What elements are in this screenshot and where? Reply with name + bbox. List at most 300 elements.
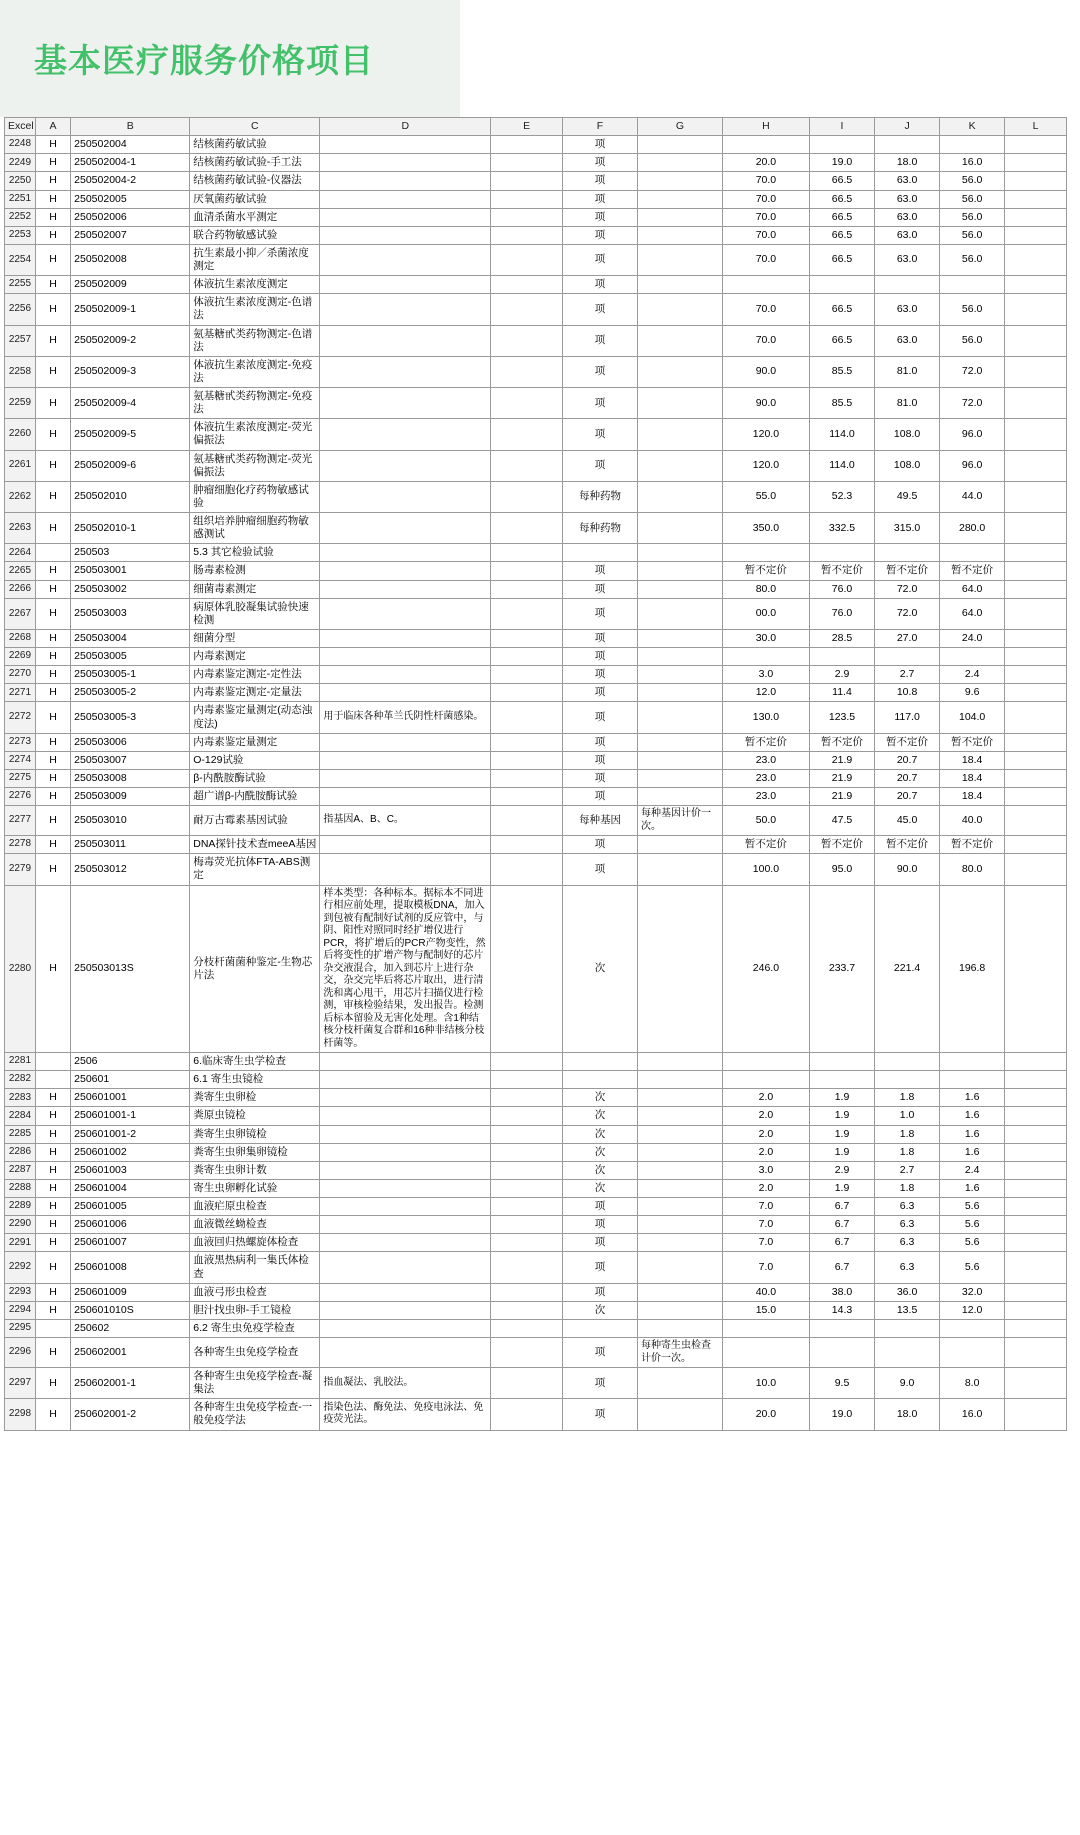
cell-c-name[interactable]: 结核菌药敏试验	[190, 136, 320, 154]
cell-i-price[interactable]	[809, 1319, 874, 1337]
cell-g-note[interactable]	[637, 172, 722, 190]
cell-b-code[interactable]: 250601003	[71, 1161, 190, 1179]
cell-l[interactable]	[1005, 733, 1067, 751]
cell-b-code[interactable]: 250502008	[71, 244, 190, 275]
cell-g-note[interactable]	[637, 1089, 722, 1107]
cell-e[interactable]	[491, 1252, 563, 1283]
cell-a[interactable]: H	[35, 481, 70, 512]
cell-f-unit[interactable]	[562, 1053, 637, 1071]
cell-g-note[interactable]	[637, 1053, 722, 1071]
cell-f-unit[interactable]: 项	[562, 208, 637, 226]
row-number[interactable]: 2288	[5, 1179, 36, 1197]
cell-k-price[interactable]	[940, 276, 1005, 294]
table-row[interactable]	[5, 1399, 1067, 1430]
cell-k-price[interactable]: 44.0	[940, 481, 1005, 512]
cell-j-price[interactable]: 63.0	[875, 172, 940, 190]
cell-f-unit[interactable]: 项	[562, 1252, 637, 1283]
cell-b-code[interactable]: 250601001-1	[71, 1107, 190, 1125]
table-row[interactable]	[5, 1338, 1067, 1368]
cell-d-desc[interactable]	[320, 854, 491, 885]
cell-j-price[interactable]: 108.0	[875, 450, 940, 481]
cell-f-unit[interactable]: 项	[562, 190, 637, 208]
cell-f-unit[interactable]: 次	[562, 1125, 637, 1143]
cell-k-price[interactable]: 56.0	[940, 208, 1005, 226]
cell-h-price[interactable]: 50.0	[722, 806, 809, 836]
cell-a[interactable]: H	[35, 1399, 70, 1430]
cell-h-price[interactable]: 23.0	[722, 769, 809, 787]
cell-d-desc[interactable]: 指基因A、B、C。	[320, 806, 491, 836]
cell-l[interactable]	[1005, 544, 1067, 562]
cell-k-price[interactable]: 5.6	[940, 1198, 1005, 1216]
cell-j-price[interactable]: 1.8	[875, 1143, 940, 1161]
cell-e[interactable]	[491, 1234, 563, 1252]
cell-c-name[interactable]: 细菌分型	[190, 629, 320, 647]
cell-j-price[interactable]: 13.5	[875, 1301, 940, 1319]
table-row[interactable]	[5, 1198, 1067, 1216]
cell-k-price[interactable]: 64.0	[940, 598, 1005, 629]
table-row[interactable]	[5, 1143, 1067, 1161]
cell-b-code[interactable]: 250601001	[71, 1089, 190, 1107]
cell-k-price[interactable]: 5.6	[940, 1216, 1005, 1234]
cell-d-desc[interactable]	[320, 629, 491, 647]
cell-j-price[interactable]: 1.8	[875, 1179, 940, 1197]
cell-k-price[interactable]	[940, 136, 1005, 154]
cell-d-desc[interactable]	[320, 419, 491, 450]
table-row[interactable]	[5, 450, 1067, 481]
cell-k-price[interactable]	[940, 1071, 1005, 1089]
cell-j-price[interactable]: 63.0	[875, 226, 940, 244]
cell-f-unit[interactable]: 项	[562, 172, 637, 190]
cell-g-note[interactable]	[637, 854, 722, 885]
cell-b-code[interactable]: 250502006	[71, 208, 190, 226]
cell-k-price[interactable]: 32.0	[940, 1283, 1005, 1301]
cell-b-code[interactable]: 250601010S	[71, 1301, 190, 1319]
cell-c-name[interactable]: 组织培养肿瘤细胞药物敏感测试	[190, 513, 320, 544]
cell-h-price[interactable]: 90.0	[722, 388, 809, 419]
cell-a[interactable]: H	[35, 684, 70, 702]
cell-j-price[interactable]: 2.7	[875, 1161, 940, 1179]
row-number[interactable]: 2272	[5, 702, 36, 733]
table-row[interactable]	[5, 294, 1067, 325]
cell-k-price[interactable]: 56.0	[940, 294, 1005, 325]
cell-d-desc[interactable]	[320, 788, 491, 806]
row-number[interactable]: 2266	[5, 580, 36, 598]
row-number[interactable]: 2258	[5, 356, 36, 387]
row-number[interactable]: 2274	[5, 751, 36, 769]
cell-e[interactable]	[491, 562, 563, 580]
cell-f-unit[interactable]: 项	[562, 1338, 637, 1368]
cell-c-name[interactable]: 超广谱β-内酰胺酶试验	[190, 788, 320, 806]
cell-j-price[interactable]: 72.0	[875, 598, 940, 629]
cell-g-note[interactable]	[637, 836, 722, 854]
cell-h-price[interactable]	[722, 136, 809, 154]
row-number[interactable]: 2251	[5, 190, 36, 208]
cell-e[interactable]	[491, 684, 563, 702]
cell-h-price[interactable]: 40.0	[722, 1283, 809, 1301]
row-number[interactable]: 2295	[5, 1319, 36, 1337]
cell-c-name[interactable]: 体液抗生素浓度测定-色谱法	[190, 294, 320, 325]
cell-a[interactable]: H	[35, 854, 70, 885]
cell-b-code[interactable]: 250502005	[71, 190, 190, 208]
cell-a[interactable]: H	[35, 172, 70, 190]
cell-a[interactable]: H	[35, 513, 70, 544]
cell-l[interactable]	[1005, 702, 1067, 733]
cell-a[interactable]: H	[35, 1283, 70, 1301]
cell-l[interactable]	[1005, 1252, 1067, 1283]
cell-h-price[interactable]: 10.0	[722, 1368, 809, 1399]
cell-h-price[interactable]: 70.0	[722, 226, 809, 244]
cell-j-price[interactable]: 72.0	[875, 580, 940, 598]
cell-g-note[interactable]	[637, 356, 722, 387]
cell-d-desc[interactable]	[320, 513, 491, 544]
cell-b-code[interactable]: 250503001	[71, 562, 190, 580]
row-number[interactable]: 2249	[5, 154, 36, 172]
cell-j-price[interactable]: 27.0	[875, 629, 940, 647]
cell-h-price[interactable]	[722, 276, 809, 294]
cell-c-name[interactable]: 内毒素鉴定量测定	[190, 733, 320, 751]
cell-i-price[interactable]: 21.9	[809, 751, 874, 769]
cell-k-price[interactable]: 暂不定价	[940, 562, 1005, 580]
cell-l[interactable]	[1005, 580, 1067, 598]
cell-g-note[interactable]	[637, 226, 722, 244]
cell-j-price[interactable]: 90.0	[875, 854, 940, 885]
cell-l[interactable]	[1005, 1368, 1067, 1399]
table-row[interactable]	[5, 598, 1067, 629]
cell-c-name[interactable]: 抗生素最小抑／杀菌浓度测定	[190, 244, 320, 275]
cell-e[interactable]	[491, 751, 563, 769]
row-number[interactable]: 2280	[5, 885, 36, 1053]
cell-e[interactable]	[491, 294, 563, 325]
cell-e[interactable]	[491, 419, 563, 450]
cell-h-price[interactable]: 23.0	[722, 788, 809, 806]
cell-d-desc[interactable]	[320, 481, 491, 512]
cell-f-unit[interactable]: 项	[562, 702, 637, 733]
column-header-d[interactable]: D	[320, 118, 491, 136]
cell-c-name[interactable]: 内毒素鉴定测定-定量法	[190, 684, 320, 702]
cell-g-note[interactable]: 每种基因计价一次。	[637, 806, 722, 836]
cell-e[interactable]	[491, 1071, 563, 1089]
cell-l[interactable]	[1005, 1283, 1067, 1301]
cell-j-price[interactable]: 81.0	[875, 388, 940, 419]
cell-g-note[interactable]	[637, 598, 722, 629]
cell-h-price[interactable]	[722, 544, 809, 562]
cell-h-price[interactable]: 20.0	[722, 1399, 809, 1430]
cell-e[interactable]	[491, 481, 563, 512]
row-number[interactable]: 2268	[5, 629, 36, 647]
cell-i-price[interactable]: 114.0	[809, 419, 874, 450]
column-header-excel[interactable]: Excel	[5, 118, 36, 136]
cell-e[interactable]	[491, 1089, 563, 1107]
cell-e[interactable]	[491, 136, 563, 154]
cell-d-desc[interactable]	[320, 190, 491, 208]
cell-a[interactable]: H	[35, 1234, 70, 1252]
cell-a[interactable]: H	[35, 1143, 70, 1161]
table-row[interactable]	[5, 1252, 1067, 1283]
cell-g-note[interactable]	[637, 1399, 722, 1430]
cell-b-code[interactable]: 250503009	[71, 788, 190, 806]
cell-i-price[interactable]: 1.9	[809, 1107, 874, 1125]
cell-f-unit[interactable]: 项	[562, 598, 637, 629]
cell-k-price[interactable]: 72.0	[940, 388, 1005, 419]
column-header-j[interactable]: J	[875, 118, 940, 136]
cell-i-price[interactable]	[809, 544, 874, 562]
cell-e[interactable]	[491, 226, 563, 244]
cell-l[interactable]	[1005, 388, 1067, 419]
cell-i-price[interactable]: 6.7	[809, 1216, 874, 1234]
cell-f-unit[interactable]: 项	[562, 562, 637, 580]
row-number[interactable]: 2250	[5, 172, 36, 190]
cell-f-unit[interactable]: 项	[562, 1198, 637, 1216]
cell-g-note[interactable]	[637, 1107, 722, 1125]
cell-d-desc[interactable]	[320, 1338, 491, 1368]
table-row[interactable]	[5, 172, 1067, 190]
cell-k-price[interactable]: 暂不定价	[940, 836, 1005, 854]
cell-f-unit[interactable]: 项	[562, 226, 637, 244]
cell-a[interactable]: H	[35, 1198, 70, 1216]
cell-k-price[interactable]: 9.6	[940, 684, 1005, 702]
row-number[interactable]: 2264	[5, 544, 36, 562]
cell-j-price[interactable]	[875, 1071, 940, 1089]
cell-g-note[interactable]	[637, 1252, 722, 1283]
cell-c-name[interactable]: 氨基糖甙类药物测定-免疫法	[190, 388, 320, 419]
cell-a[interactable]: H	[35, 598, 70, 629]
row-number[interactable]: 2286	[5, 1143, 36, 1161]
table-row[interactable]	[5, 1125, 1067, 1143]
cell-a[interactable]: H	[35, 294, 70, 325]
cell-a[interactable]: H	[35, 562, 70, 580]
cell-c-name[interactable]: 内毒素鉴定测定-定性法	[190, 666, 320, 684]
cell-c-name[interactable]: DNA探针技术查meeA基因	[190, 836, 320, 854]
cell-g-note[interactable]	[637, 1368, 722, 1399]
cell-j-price[interactable]: 2.7	[875, 666, 940, 684]
cell-d-desc[interactable]	[320, 1179, 491, 1197]
cell-j-price[interactable]	[875, 1338, 940, 1368]
column-header-e[interactable]: E	[491, 118, 563, 136]
cell-l[interactable]	[1005, 666, 1067, 684]
cell-f-unit[interactable]: 项	[562, 580, 637, 598]
cell-e[interactable]	[491, 1053, 563, 1071]
cell-a[interactable]: H	[35, 836, 70, 854]
cell-c-name[interactable]: 厌氧菌药敏试验	[190, 190, 320, 208]
cell-c-name[interactable]: 寄生虫卵孵化试验	[190, 1179, 320, 1197]
table-row[interactable]	[5, 208, 1067, 226]
cell-a[interactable]: H	[35, 1161, 70, 1179]
cell-l[interactable]	[1005, 788, 1067, 806]
cell-h-price[interactable]: 7.0	[722, 1252, 809, 1283]
cell-k-price[interactable]	[940, 648, 1005, 666]
cell-f-unit[interactable]: 项	[562, 154, 637, 172]
cell-b-code[interactable]: 250503005	[71, 648, 190, 666]
cell-j-price[interactable]: 117.0	[875, 702, 940, 733]
cell-d-desc[interactable]	[320, 836, 491, 854]
cell-f-unit[interactable]: 项	[562, 294, 637, 325]
cell-g-note[interactable]	[637, 244, 722, 275]
cell-g-note[interactable]	[637, 154, 722, 172]
cell-k-price[interactable]: 2.4	[940, 1161, 1005, 1179]
cell-d-desc[interactable]	[320, 1283, 491, 1301]
cell-d-desc[interactable]	[320, 1107, 491, 1125]
cell-i-price[interactable]	[809, 136, 874, 154]
cell-j-price[interactable]: 108.0	[875, 419, 940, 450]
cell-d-desc[interactable]	[320, 648, 491, 666]
column-header-g[interactable]: G	[637, 118, 722, 136]
cell-j-price[interactable]: 315.0	[875, 513, 940, 544]
cell-g-note[interactable]	[637, 1283, 722, 1301]
table-row[interactable]	[5, 1053, 1067, 1071]
cell-f-unit[interactable]: 项	[562, 1368, 637, 1399]
cell-k-price[interactable]: 2.4	[940, 666, 1005, 684]
cell-i-price[interactable]: 66.5	[809, 208, 874, 226]
cell-e[interactable]	[491, 356, 563, 387]
cell-h-price[interactable]: 2.0	[722, 1143, 809, 1161]
cell-d-desc[interactable]	[320, 733, 491, 751]
cell-g-note[interactable]	[637, 136, 722, 154]
cell-k-price[interactable]: 56.0	[940, 244, 1005, 275]
cell-l[interactable]	[1005, 1338, 1067, 1368]
table-row[interactable]	[5, 544, 1067, 562]
cell-a[interactable]: H	[35, 244, 70, 275]
cell-c-name[interactable]: 体液抗生素浓度测定-荧光偏振法	[190, 419, 320, 450]
row-number[interactable]: 2279	[5, 854, 36, 885]
cell-g-note[interactable]	[637, 1125, 722, 1143]
cell-a[interactable]: H	[35, 208, 70, 226]
cell-k-price[interactable]: 56.0	[940, 325, 1005, 356]
cell-g-note[interactable]	[637, 788, 722, 806]
cell-c-name[interactable]: 胆汁找虫卵-手工镜检	[190, 1301, 320, 1319]
cell-f-unit[interactable]: 项	[562, 648, 637, 666]
row-number[interactable]: 2257	[5, 325, 36, 356]
column-header-f[interactable]: F	[562, 118, 637, 136]
cell-d-desc[interactable]	[320, 154, 491, 172]
cell-h-price[interactable]: 70.0	[722, 208, 809, 226]
cell-c-name[interactable]: 血液黑热病利一集氏体检查	[190, 1252, 320, 1283]
cell-f-unit[interactable]: 项	[562, 1399, 637, 1430]
cell-i-price[interactable]: 38.0	[809, 1283, 874, 1301]
table-row[interactable]	[5, 136, 1067, 154]
cell-i-price[interactable]: 66.5	[809, 172, 874, 190]
row-number[interactable]: 2265	[5, 562, 36, 580]
cell-c-name[interactable]: 粪原虫镜检	[190, 1107, 320, 1125]
table-row[interactable]	[5, 562, 1067, 580]
cell-i-price[interactable]: 76.0	[809, 580, 874, 598]
cell-h-price[interactable]: 70.0	[722, 244, 809, 275]
row-number[interactable]: 2276	[5, 788, 36, 806]
cell-k-price[interactable]: 12.0	[940, 1301, 1005, 1319]
cell-f-unit[interactable]	[562, 1319, 637, 1337]
cell-g-note[interactable]	[637, 562, 722, 580]
cell-k-price[interactable]: 96.0	[940, 419, 1005, 450]
cell-d-desc[interactable]	[320, 1216, 491, 1234]
cell-j-price[interactable]: 1.8	[875, 1089, 940, 1107]
row-number[interactable]: 2287	[5, 1161, 36, 1179]
cell-a[interactable]: H	[35, 356, 70, 387]
cell-j-price[interactable]: 10.8	[875, 684, 940, 702]
cell-i-price[interactable]	[809, 276, 874, 294]
cell-g-note[interactable]	[637, 419, 722, 450]
cell-j-price[interactable]	[875, 1319, 940, 1337]
cell-b-code[interactable]: 250503005-3	[71, 702, 190, 733]
cell-c-name[interactable]: O-129试验	[190, 751, 320, 769]
cell-g-note[interactable]	[637, 751, 722, 769]
row-number[interactable]: 2289	[5, 1198, 36, 1216]
cell-j-price[interactable]: 63.0	[875, 294, 940, 325]
cell-d-desc[interactable]	[320, 1301, 491, 1319]
cell-c-name[interactable]: 体液抗生素浓度测定-免疫法	[190, 356, 320, 387]
cell-g-note[interactable]	[637, 885, 722, 1053]
cell-i-price[interactable]: 233.7	[809, 885, 874, 1053]
cell-c-name[interactable]: 结核菌药敏试验-手工法	[190, 154, 320, 172]
cell-i-price[interactable]: 66.5	[809, 226, 874, 244]
cell-f-unit[interactable]	[562, 1071, 637, 1089]
cell-c-name[interactable]: 肠毒素检测	[190, 562, 320, 580]
cell-d-desc[interactable]	[320, 684, 491, 702]
cell-j-price[interactable]: 暂不定价	[875, 733, 940, 751]
cell-h-price[interactable]: 2.0	[722, 1089, 809, 1107]
cell-l[interactable]	[1005, 1071, 1067, 1089]
cell-k-price[interactable]: 56.0	[940, 190, 1005, 208]
cell-h-price[interactable]: 70.0	[722, 190, 809, 208]
cell-c-name[interactable]: 内毒素测定	[190, 648, 320, 666]
cell-a[interactable]: H	[35, 648, 70, 666]
cell-c-name[interactable]: 粪寄生虫卵计数	[190, 1161, 320, 1179]
cell-a[interactable]: H	[35, 325, 70, 356]
cell-k-price[interactable]	[940, 544, 1005, 562]
cell-d-desc[interactable]: 用于临床各种革兰氏阴性杆菌感染。	[320, 702, 491, 733]
cell-l[interactable]	[1005, 276, 1067, 294]
cell-h-price[interactable]	[722, 1053, 809, 1071]
cell-i-price[interactable]: 2.9	[809, 666, 874, 684]
cell-l[interactable]	[1005, 1143, 1067, 1161]
cell-c-name[interactable]: 肿瘤细胞化疗药物敏感试验	[190, 481, 320, 512]
cell-h-price[interactable]	[722, 1071, 809, 1089]
cell-d-desc[interactable]: 样本类型：各种标本。据标本不同进行相应前处理，提取模板DNA，加入到包被有配制好试剂的反应管中，与阴、阳性对照同时经扩增仪进行PCR，将扩增后的PCR产物变性，然后将变性的扩增产物与配制好的芯片杂交液混合，加入到芯片上进行杂交，杂交完毕后将芯片取出，进行清洗和离心甩干，用芯片扫描仪进行检测，审核检验结果，发出报告。检测后标本留验及无害化处理。含1种结核分枝杆菌复合群和16种非结核分枝杆菌等。	[320, 885, 491, 1053]
row-number[interactable]: 2293	[5, 1283, 36, 1301]
cell-e[interactable]	[491, 1107, 563, 1125]
cell-j-price[interactable]: 6.3	[875, 1252, 940, 1283]
cell-a[interactable]: H	[35, 419, 70, 450]
cell-l[interactable]	[1005, 1234, 1067, 1252]
table-row[interactable]	[5, 648, 1067, 666]
cell-h-price[interactable]: 70.0	[722, 325, 809, 356]
cell-g-note[interactable]	[637, 325, 722, 356]
table-row[interactable]	[5, 325, 1067, 356]
cell-a[interactable]: H	[35, 1252, 70, 1283]
table-row[interactable]	[5, 629, 1067, 647]
cell-k-price[interactable]: 1.6	[940, 1143, 1005, 1161]
cell-i-price[interactable]: 暂不定价	[809, 836, 874, 854]
cell-i-price[interactable]: 19.0	[809, 154, 874, 172]
cell-i-price[interactable]: 76.0	[809, 598, 874, 629]
cell-f-unit[interactable]: 项	[562, 244, 637, 275]
cell-a[interactable]: H	[35, 1179, 70, 1197]
cell-h-price[interactable]: 70.0	[722, 172, 809, 190]
cell-h-price[interactable]: 55.0	[722, 481, 809, 512]
cell-d-desc[interactable]: 指血凝法、乳胶法。	[320, 1368, 491, 1399]
cell-d-desc[interactable]	[320, 1071, 491, 1089]
cell-j-price[interactable]: 63.0	[875, 208, 940, 226]
cell-c-name[interactable]: 血液疟原虫检查	[190, 1198, 320, 1216]
cell-c-name[interactable]: 病原体乳胶凝集试验快速检测	[190, 598, 320, 629]
cell-i-price[interactable]: 85.5	[809, 356, 874, 387]
row-number[interactable]: 2270	[5, 666, 36, 684]
cell-l[interactable]	[1005, 136, 1067, 154]
row-number[interactable]: 2290	[5, 1216, 36, 1234]
cell-g-note[interactable]	[637, 190, 722, 208]
cell-e[interactable]	[491, 1338, 563, 1368]
cell-f-unit[interactable]: 项	[562, 1283, 637, 1301]
cell-i-price[interactable]: 85.5	[809, 388, 874, 419]
cell-l[interactable]	[1005, 1161, 1067, 1179]
